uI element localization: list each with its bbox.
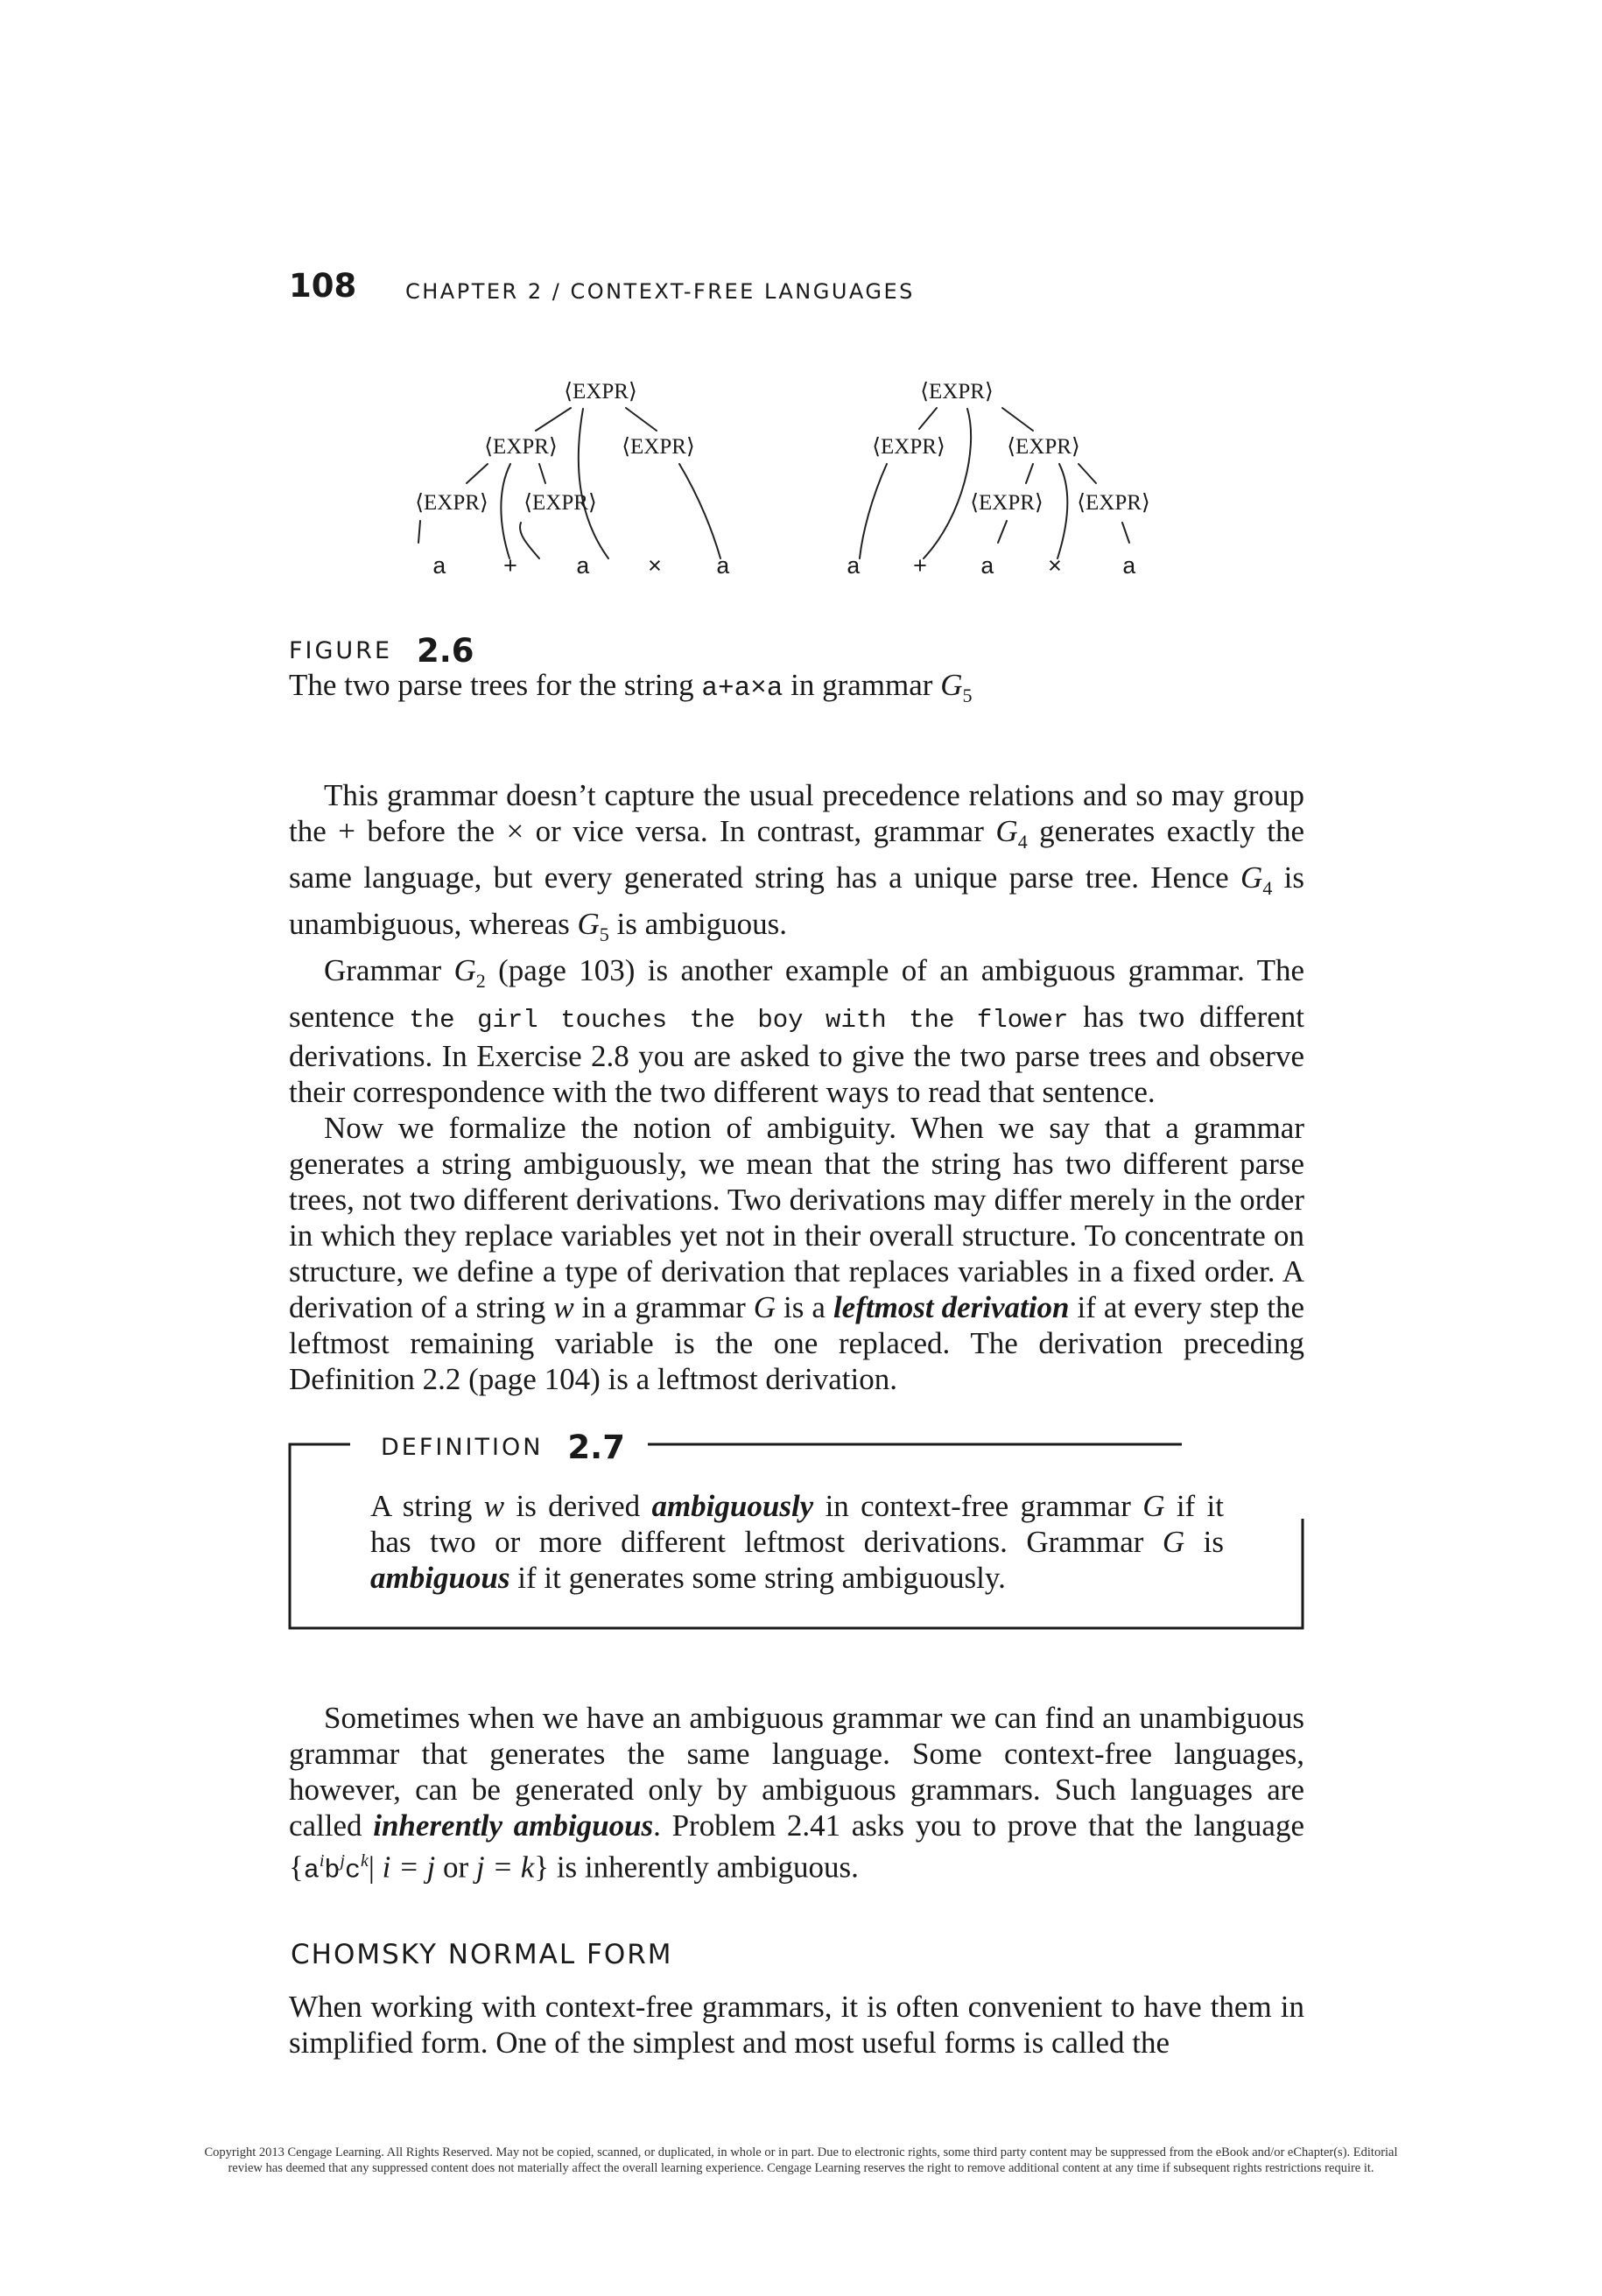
tree-node: ⟨EXPR⟩ [872,435,945,459]
defined-term: ambiguous [370,1561,510,1595]
tree-node: ⟨EXPR⟩ [920,380,994,404]
math-subscript: 5 [962,685,973,706]
tree-node: ⟨EXPR⟩ [970,491,1043,515]
tree-leaf: a [1121,555,1137,581]
paragraph: This grammar doesn’t capture the usual precedence relations and so may group the + before the × or vice versa. In contrast, grammar $G_4$ generates exactly the same language, but every generated string has a unique parse tree. Hence $G_4$ is unambiguous, whereas $G_5$ is ambiguous. [289,778,1304,945]
example-sentence: the girl touches the boy with the flower [409,1006,1069,1035]
tree-node: ⟨EXPR⟩ [523,491,597,515]
page-number: 108 [289,267,357,305]
tree-node: ⟨EXPR⟩ [415,491,488,515]
tree-leaf: × [647,555,663,581]
tree-leaf: + [912,555,928,581]
body-text-block-2 [289,1700,1304,1890]
tree-leaf: a [575,555,591,581]
caption-text: in grammar [783,668,941,702]
definition-label-word: DEFINITION [381,1434,544,1461]
section-heading: CHOMSKY NORMAL FORM [291,1939,673,1970]
tree-leaf: a [846,555,861,581]
copyright-notice: Copyright 2013 Cengage Learning. All Rights Reserved. May not be copied, scanned, or duplicated, in whole or in part. Due to electronic rights, some third party content may be suppressed from the eBook and/or eChapter(s). Editorial review has deemed that any suppressed content does not materially affect the overall learning experience. Cengage Learning reserves the right to remove additional content at any time if subsequent rights restrictions require it. [204,2145,1398,2175]
defined-term: ambiguously [651,1489,814,1523]
defined-term: leftmost derivation [833,1290,1070,1324]
defined-term: inherently ambiguous [373,1808,654,1843]
definition-text: A string w is derived ambiguously in context-free grammar G if it has two or more different leftmost derivations. Grammar G is ambiguous if it generates some string ambiguously. [370,1489,1224,1595]
tree-node: ⟨EXPR⟩ [564,380,637,404]
figure-number: 2.6 [417,632,474,670]
paragraph: Sometimes when we have an ambiguous grammar we can find an unambiguous grammar that generates the same language. Some context-free languages, however, can be generated only by ambiguous grammars. Such languages are called inherently ambiguous. Problem 2.41 asks you to prove that the language {$a^ib^jc^k|$ i = j or j = k} is inherently ambiguous. [289,1701,1304,1886]
tree-leaf: × [1047,555,1063,581]
tree-node: ⟨EXPR⟩ [1077,491,1150,515]
tree-node: ⟨EXPR⟩ [484,435,558,459]
body-text-block-3 [289,1989,1304,2061]
caption-string: a+a×a [701,673,783,704]
tree-leaf: a [715,555,731,581]
chapter-title: CHAPTER 2 / CONTEXT-FREE LANGUAGES [405,279,915,304]
paragraph: When working with context-free grammars, it is often convenient to have them in simplified form. One of the simplest and most useful forms is called the [289,1990,1304,2060]
tree-node: ⟨EXPR⟩ [1007,435,1080,459]
paragraph: Now we formalize the notion of ambiguity. When we say that a grammar generates a string ambiguously, we mean that the string has two different parse trees, not two different derivations. Two derivations may differ merely in the order in which they replace variables yet not in their overall structure. To concentrate on structure, we define a type of derivation that replaces variables in a fixed order. A derivation of a string w in a grammar G is a leftmost derivation if at every step the leftmost remaining variable is the one replaced. The derivation preceding Definition 2.2 (page 104) is a leftmost derivation. [289,1111,1304,1396]
math-var: G [940,668,963,702]
caption-text: The two parse trees for the string [289,668,702,702]
paragraph: Grammar $G_2$ (page 103) is another example of an ambiguous grammar. The sentence the girl touches the boy with the flower has two different derivations. In Exercise 2.8 you are asked to give the two parse trees and observe their correspondence with the two different ways to read that sentence. [289,953,1304,1109]
tree-node: ⟨EXPR⟩ [622,435,695,459]
tree-leaf: a [432,555,447,581]
definition-label [372,1429,634,1466]
figure-label-word: FIGURE [289,637,392,664]
definition-number: 2.7 [567,1429,625,1466]
tree-leaf: a [980,555,995,581]
tree-leaf: + [502,555,518,581]
